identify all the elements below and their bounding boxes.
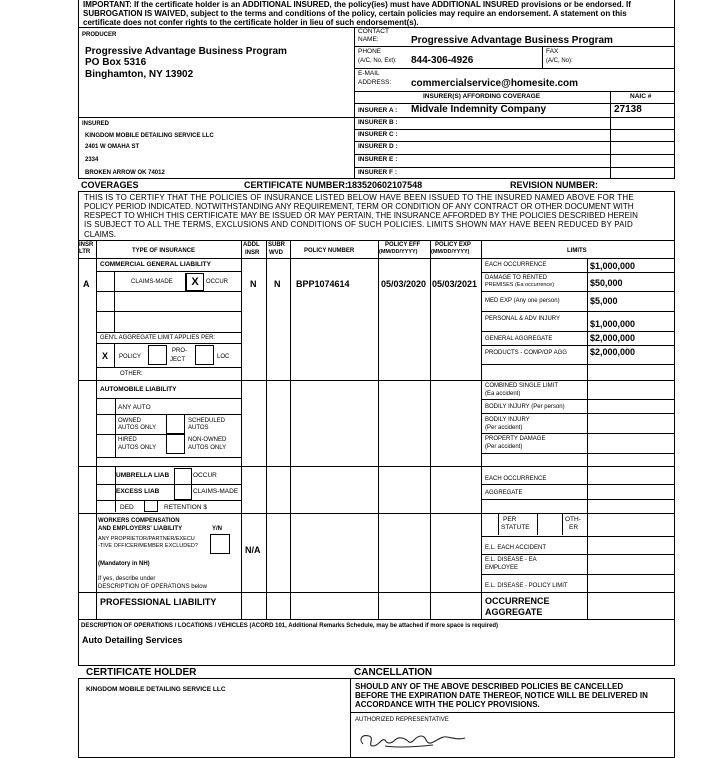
el-disease-employee: E.L. DISEASE - EA	[485, 557, 537, 563]
email-label: E-MAIL	[358, 70, 380, 77]
limit-general-aggregate-value: $2,000,000	[590, 333, 636, 343]
project-checkbox[interactable]	[195, 345, 214, 365]
limit-personal-adv-value: $1,000,000	[590, 319, 636, 329]
signature-image	[355, 726, 475, 751]
limit-products: PRODUCTS - COMP/OP AGG	[485, 350, 567, 356]
certificate-number-label: CERTIFICATE NUMBER:	[244, 180, 348, 190]
excess-liab-label: EXCESS LIAB	[116, 488, 160, 495]
holder-name: KINGDOM MOBILE DETAILING SERVICE LLC	[86, 686, 226, 693]
phone-label: PHONE	[358, 48, 382, 55]
occur-label: OCCUR	[206, 279, 228, 285]
col-policy-number: POLICY NUMBER	[304, 248, 355, 254]
hired-autos-label: HIRED	[118, 437, 137, 443]
insured-address-1: 2401 W OMAHA ST	[85, 144, 140, 150]
other-label: OTHER:	[120, 371, 143, 377]
insurer-a-naic: 27138	[614, 104, 642, 115]
agg-applies-label: GEN'L AGGREGATE LIMIT APPLIES PER:	[100, 335, 216, 341]
umbrella-aggregate: AGGREGATE	[485, 490, 523, 496]
insurer-a-name: Midvale Indemnity Company	[411, 104, 547, 115]
limit-bodily-person: BODILY INJURY (Per person)	[485, 404, 565, 410]
any-auto-label: ANY AUTO	[118, 404, 151, 411]
professional-aggregate: AGGREGATE	[485, 607, 543, 617]
email-value: commercialservice@homesite.com	[411, 78, 579, 89]
yn-label: Y/N	[212, 526, 223, 532]
insured-address-2: 2334	[85, 157, 99, 163]
contact-name-label: CONTACT	[358, 28, 389, 35]
limit-combined-single: COMBINED SINGLE LIMIT	[485, 383, 559, 389]
cgl-title: COMMERCIAL GENERAL LIABILITY	[100, 261, 211, 268]
notice-line-3: certificate does not confer rights to the certificate holder in lieu of such endorsement(s).	[83, 18, 419, 27]
certificate-number: 183520602107548	[347, 180, 423, 190]
limit-each-occurrence-value: $1,000,000	[590, 261, 636, 271]
el-disease-policy: E.L. DISEASE - POLICY LIMIT	[485, 583, 568, 589]
scheduled-autos-checkbox[interactable]	[166, 414, 185, 434]
revision-number-label: REVISION NUMBER:	[510, 180, 599, 190]
non-owned-autos-checkbox[interactable]	[166, 434, 185, 454]
owned-autos-label: OWNED	[118, 418, 141, 424]
certificate-holder-label: CERTIFICATE HOLDER	[86, 667, 197, 678]
occur-checkbox[interactable]: X	[186, 273, 204, 291]
policy-mark: X	[102, 351, 109, 361]
oth-er-label: OTH-	[565, 516, 581, 523]
policy-label: POLICY	[119, 354, 142, 360]
limit-med-exp: MED EXP (Any one person)	[485, 298, 560, 304]
insured-address-3: BROKEN ARROW OK 74012	[85, 170, 165, 176]
loc-label: LOC	[217, 354, 230, 360]
insurer-c-label: INSURER C :	[358, 131, 398, 138]
proprietor-excluded-label: ANY PROPRIETOR/PARTNER/EXECU	[98, 536, 195, 542]
claims-made-checkbox-2[interactable]	[174, 484, 192, 500]
workers-comp-title: WORKERS COMPENSATION	[98, 518, 180, 524]
umbrella-occur-label: OCCUR	[193, 472, 217, 479]
limit-personal-adv: PERSONAL & ADV INJURY	[485, 316, 561, 322]
limit-each-occurrence: EACH OCCURRENCE	[485, 262, 547, 268]
phone-value: 844-306-4926	[411, 55, 474, 66]
cancellation-label: CANCELLATION	[354, 667, 433, 678]
insurer-d-label: INSURER D :	[358, 143, 398, 150]
cancellation-line-1: SHOULD ANY OF THE ABOVE DESCRIBED POLICIES BE CANCELLED	[355, 682, 624, 691]
insurer-a-label: INSURER A :	[358, 107, 398, 114]
cgl-policy-eff: 05/03/2020	[381, 279, 427, 289]
limit-damage-rented-value: $50,000	[590, 278, 623, 288]
insured-label: INSURED	[82, 121, 110, 127]
proprietor-excluded-checkbox[interactable]	[210, 534, 230, 554]
limit-property-damage: PROPERTY DAMAGE	[485, 436, 546, 442]
cgl-subr-wvd: N	[274, 279, 281, 289]
umbrella-claims-made-label: CLAIMS-MADE	[193, 488, 239, 495]
notice-line-1: IMPORTANT: If the certificate holder is an ADDITIONAL INSURED, the policy(ies) must have ADDITIONAL INSURED provisions or be endorsed. If	[83, 0, 631, 9]
limit-general-aggregate: GENERAL AGGREGATE	[485, 336, 553, 342]
col-subr: SUBR	[268, 242, 286, 248]
insurer-b-label: INSURER B :	[358, 119, 398, 126]
claims-made-label: CLAIMS-MADE	[131, 279, 173, 285]
col-limits: LIMITS	[567, 248, 587, 254]
description-label: DESCRIPTION OF OPERATIONS / LOCATIONS / VEHICLES (ACORD 101, Additional Remarks Schedule, may be attached if more space is required)	[81, 623, 498, 629]
retention-label: RETENTION $	[164, 504, 207, 511]
policy-checkbox[interactable]	[148, 345, 167, 365]
insured-name: KINGDOM MOBILE DETAILING SERVICE LLC	[85, 133, 214, 139]
limit-products-value: $2,000,000	[590, 347, 636, 357]
cgl-policy-exp: 05/03/2021	[432, 279, 478, 289]
auto-title: AUTOMOBILE LIABILITY	[100, 386, 177, 393]
col-insr: INSR	[79, 242, 94, 248]
limit-damage-rented: DAMAGE TO RENTED	[485, 275, 548, 281]
cancellation-line-2: BEFORE THE EXPIRATION DATE THEREOF, NOTICE WILL BE DELIVERED IN	[355, 691, 648, 700]
insurer-f-label: INSURER F :	[358, 169, 397, 176]
non-owned-autos-label: NON-OWNED	[188, 437, 227, 443]
notice-line-2: SUBROGATION IS WAIVED, subject to the terms and conditions of the policy, certain policies may require an endorsement. A statement on this	[83, 9, 627, 18]
insurer-e-label: INSURER E :	[358, 156, 398, 163]
coverages-label: COVERAGES	[81, 180, 139, 190]
per-statute-label: PER	[503, 516, 517, 523]
umbrella-liab-label: UMBRELLA LIAB	[116, 472, 170, 479]
ded-label: DED	[120, 504, 134, 511]
project-label: PRO-	[172, 348, 187, 354]
mandatory-nh-label: (Mandatory in NH)	[98, 561, 150, 567]
cgl-policy-number: BPP1074614	[296, 279, 350, 289]
limit-bodily-accident: BODILY INJURY	[485, 417, 530, 423]
cgl-insurer-letter: A	[83, 279, 90, 289]
description-text: Auto Detailing Services	[82, 635, 183, 645]
col-policy-exp: POLICY EXP	[435, 242, 471, 248]
producer-name: Progressive Advantage Business Program	[85, 46, 287, 57]
limit-med-exp-value: $5,000	[590, 296, 618, 306]
professional-occurrence: OCCURRENCE	[485, 596, 550, 606]
producer-address-1: PO Box 5316	[85, 57, 147, 68]
ded-checkbox[interactable]	[144, 500, 158, 512]
col-type: TYPE OF INSURANCE	[132, 248, 196, 254]
contact-name: Progressive Advantage Business Program	[411, 35, 613, 46]
insurers-header: INSURER(S) AFFORDING COVERAGE	[423, 93, 541, 100]
cgl-addl-insr: N	[250, 279, 257, 289]
fax-label: FAX	[546, 48, 559, 55]
authorized-rep-label: AUTHORIZED REPRESENTATIVE	[355, 717, 449, 723]
professional-title: PROFESSIONAL LIABILITY	[100, 597, 217, 607]
col-addl: ADDL	[243, 242, 260, 248]
umbrella-each-occurrence: EACH OCCURRENCE	[485, 476, 547, 482]
scheduled-autos-label: SCHEDULED	[188, 418, 226, 424]
naic-label: NAIC #	[630, 93, 652, 100]
cancellation-line-3: ACCORDANCE WITH THE POLICY PROVISIONS.	[355, 700, 540, 709]
producer-address-2: Binghamton, NY 13902	[85, 69, 194, 80]
col-policy-eff: POLICY EFF	[385, 242, 421, 248]
el-each-accident: E.L. EACH ACCIDENT	[485, 545, 547, 551]
producer-label: PRODUCER	[82, 32, 117, 38]
describe-label: If yes, describe under	[98, 576, 156, 582]
workers-na: N/A	[245, 545, 261, 555]
